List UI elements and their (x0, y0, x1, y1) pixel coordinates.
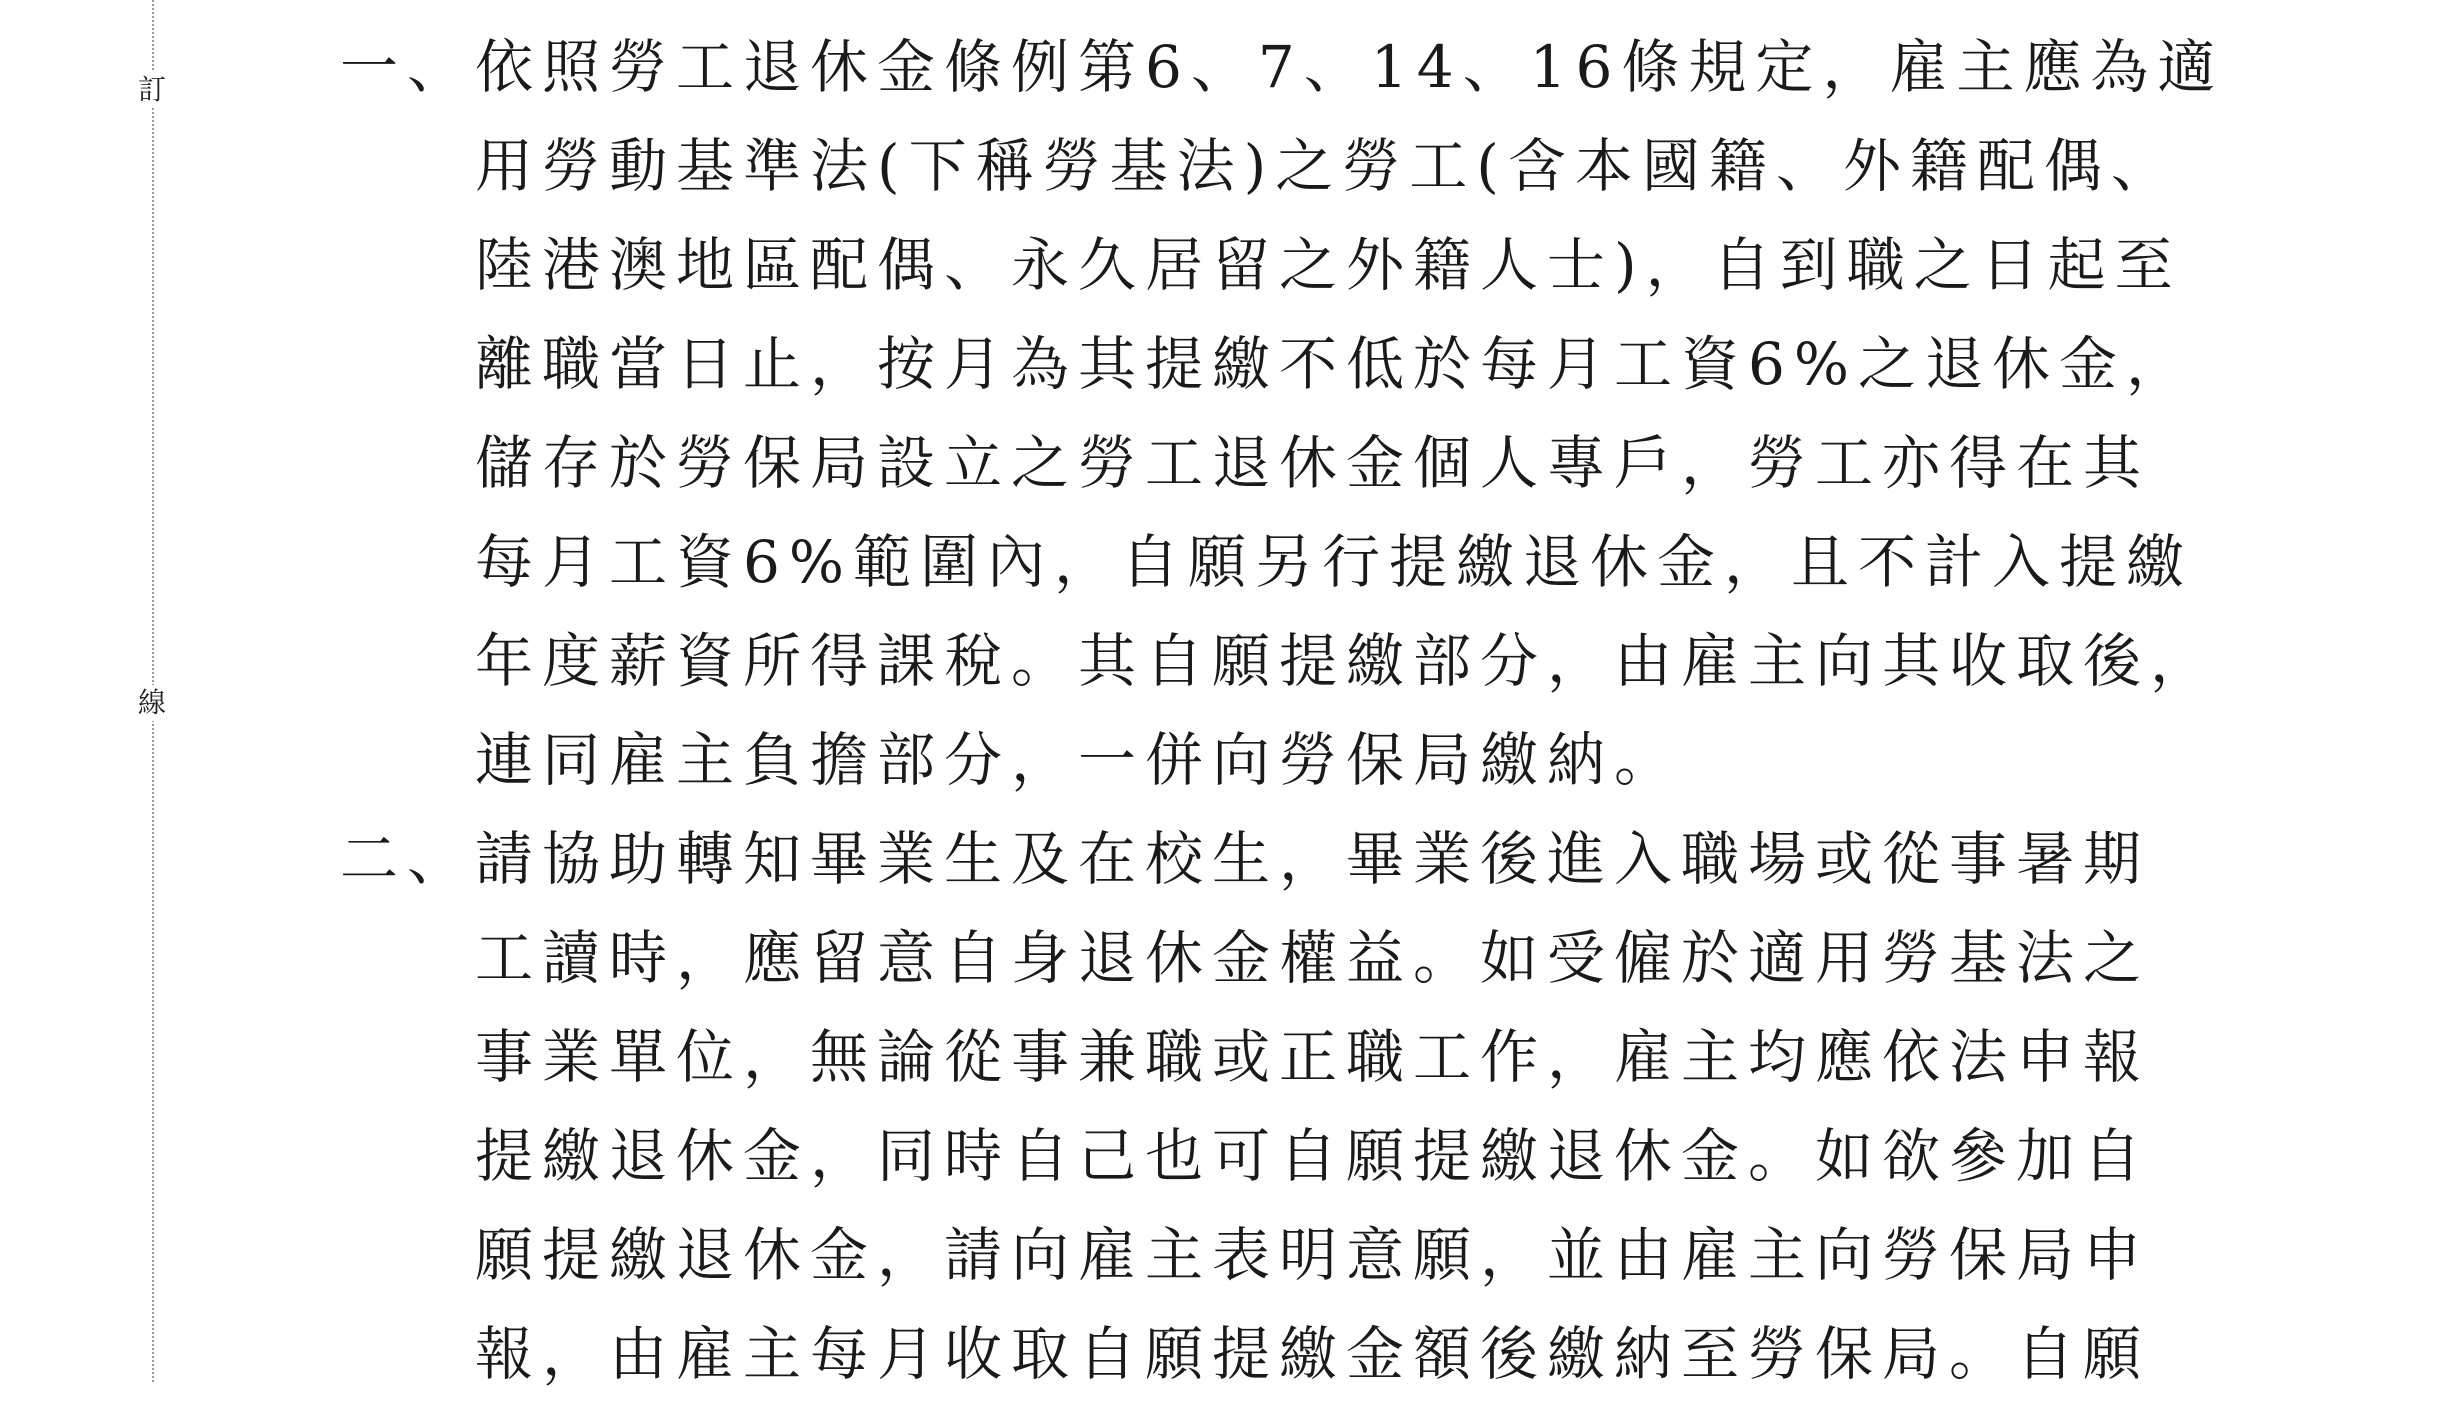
item-1 (340, 18, 2225, 810)
item-1-line: 離職當日止，按月為其提繳不低於每月工資6%之退休金， (475, 330, 2194, 398)
document-body (340, 18, 2225, 1404)
item-2-line: 報，由雇主每月收取自願提繳金額後繳納至勞保局。自願 (475, 1320, 2151, 1388)
binding-mark-middle: 線 (138, 686, 167, 719)
item-1-line: 連同雇主負擔部分，一併向勞保局繳納。 (475, 726, 1682, 794)
item-1-label: 一、 (340, 33, 475, 101)
item-1-line: 儲存於勞保局設立之勞工退休金個人專戶，勞工亦得在其 (475, 429, 2151, 497)
item-2 (340, 810, 2200, 1404)
item-2-label: 二、 (340, 825, 475, 893)
item-1-line: 每月工資6%範圍內，自願另行提繳退休金，且不計入提繳 (475, 528, 2194, 596)
item-2-line: 提繳退休金，同時自己也可自願提繳退休金。如欲參加自 (475, 1122, 2151, 1190)
item-2-line: 事業單位，無論從事兼職或正職工作，雇主均應依法申報 (475, 1023, 2151, 1091)
item-2-line: 請協助轉知畢業生及在校生，畢業後進入職場或從事暑期 (475, 825, 2151, 893)
item-1-line: 用勞動基準法(下稱勞基法)之勞工(含本國籍、外籍配偶、 (475, 132, 2178, 200)
item-2-line: 工讀時，應留意自身退休金權益。如受僱於適用勞基法之 (475, 924, 2151, 992)
binding-mark-top: 訂 (138, 73, 167, 106)
item-2-line: 願提繳退休金，請向雇主表明意願，並由雇主向勞保局申 (475, 1221, 2151, 1289)
item-1-line: 年度薪資所得課稅。其自願提繳部分，由雇主向其收取後， (475, 627, 2218, 695)
item-1-line: 依照勞工退休金條例第6、7、14、16條規定，雇主應為適 (475, 33, 2225, 101)
item-1-line: 陸港澳地區配偶、永久居留之外籍人士)，自到職之日起至 (475, 231, 2182, 299)
